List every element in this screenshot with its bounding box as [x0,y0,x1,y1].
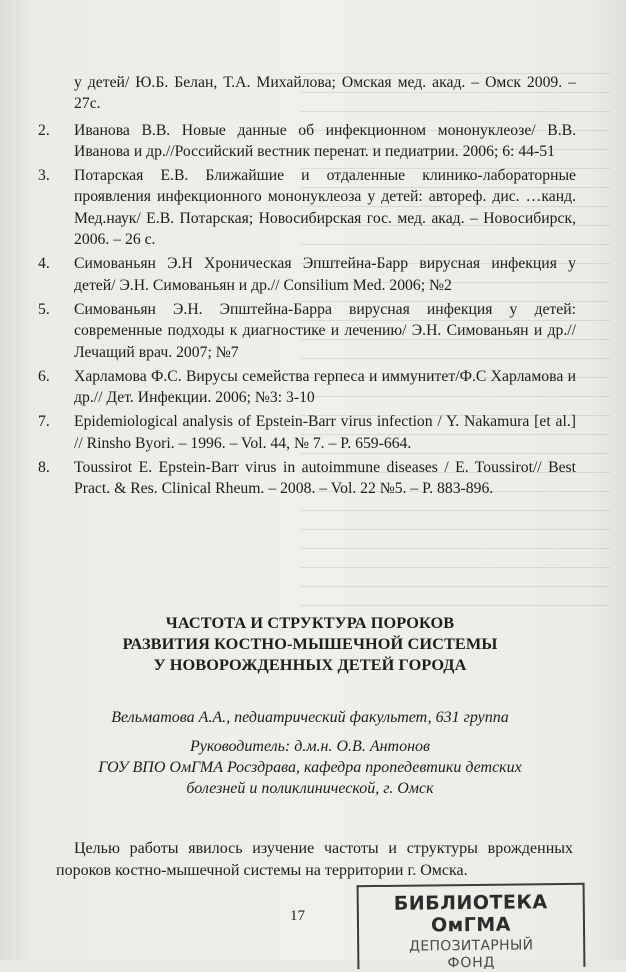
reference-text: Иванова В.В. Новые данные об инфекционном мононуклеозе/ В.В. Иванова и др.//Российский вестник перенат. и педиатрии. 2006; 6: 44-51 [74,121,576,160]
library-stamp [357,883,586,972]
title-line: РАЗВИТИЯ КОСТНО-МЫШЕЧНОЙ СИСТЕМЫ [122,634,498,653]
supervisor-line: Руководитель: д.м.н. О.В. Антонов [190,738,430,755]
title-line: У НОВОРОЖДЕННЫХ ДЕТЕЙ ГОРОДА [153,655,467,674]
reference-text: Симованьян Э.Н. Эпштейна-Барра вирусная инфекция у детей: современные подходы к диагностике и лечению/ Э.Н. Симованьян и др.//Лечащий врач. 2007; №7 [74,300,576,361]
reference-item [36,253,576,296]
page-number: 17 [290,908,305,924]
title-line: ЧАСТОТА И СТРУКТУРА ПОРОКОВ [165,613,455,632]
reference-list [36,72,576,503]
reference-number: 6. [38,367,50,385]
reference-item [36,299,576,363]
reference-number: 8. [38,459,50,477]
reference-text: Epidemiological analysis of Epstein-Barr virus infection / Y. Nakamura [et al.] // Rinsho Byori. – 1996. – Vol. 44, № 7. – P. 659-664. [74,413,576,452]
reference-number: 5. [38,300,50,318]
stamp-line: ФОНД [447,954,496,972]
reference-item [36,457,576,500]
reference-text: у детей/ Ю.Б. Белан, Т.А. Михайлова; Омская мед. акад. – Омск 2009. – 27с. [74,74,576,113]
reference-text: Харламова Ф.С. Вирусы семейства герпеса и иммунитет/Ф.С Харламова и др.// Дет. Инфекции. 2006; №3: 3-10 [74,367,576,407]
reference-number: 7. [38,413,50,431]
reference-text: Toussirot E. Epstein-Barr virus in autoimmune diseases / E. Toussirot// Best Pract. & Res. Clinical Rheum. – 2008. – Vol. 22 №5. – P. 883-896. [74,459,576,498]
reference-text: Потарская Е.В. Ближайшие и отдаленные клинико-лабораторные проявления инфекционного мононуклеоза у детей: автореф. дис. …канд. Мед.наук/ Е.В. Потарская; Новосибирская гос. мед. акад. – Новосибирск, 2006. – 26 с. [74,167,576,249]
reference-item [36,366,576,409]
body-paragraph: Целью работы явилось изучение частоты и структуры врожденных пороков костно-мышечной системы на территории г. Омска. [56,840,573,879]
reference-number: 2. [38,121,50,139]
article-title [30,612,590,675]
institution-line: ГОУ ВПО ОмГМА Росздрава, кафедра пропедевтики детских [98,759,522,776]
reference-number: 4. [38,255,50,273]
reference-item [36,411,576,454]
reference-item [36,72,576,115]
reference-text: Симованьян Э.Н Хроническая Эпштейна-Барр вирусная инфекция у детей/ Э.Н. Симованьян и др.// Consilium Med. 2006; №2 [74,255,576,294]
affiliation-block [30,736,590,799]
institution-line: болезней и поликлинической, г. Омск [186,780,434,797]
reference-item [36,165,576,250]
stamp-line: БИБЛИОТЕКА ОмГМА [393,891,548,937]
stamp-line: ДЕПОЗИТАРНЫЙ [408,937,534,955]
reference-item [36,120,576,163]
author-line: Вельматова А.А., педиатрический факультет, 631 группа [111,709,509,726]
reference-number: 3. [38,167,50,185]
